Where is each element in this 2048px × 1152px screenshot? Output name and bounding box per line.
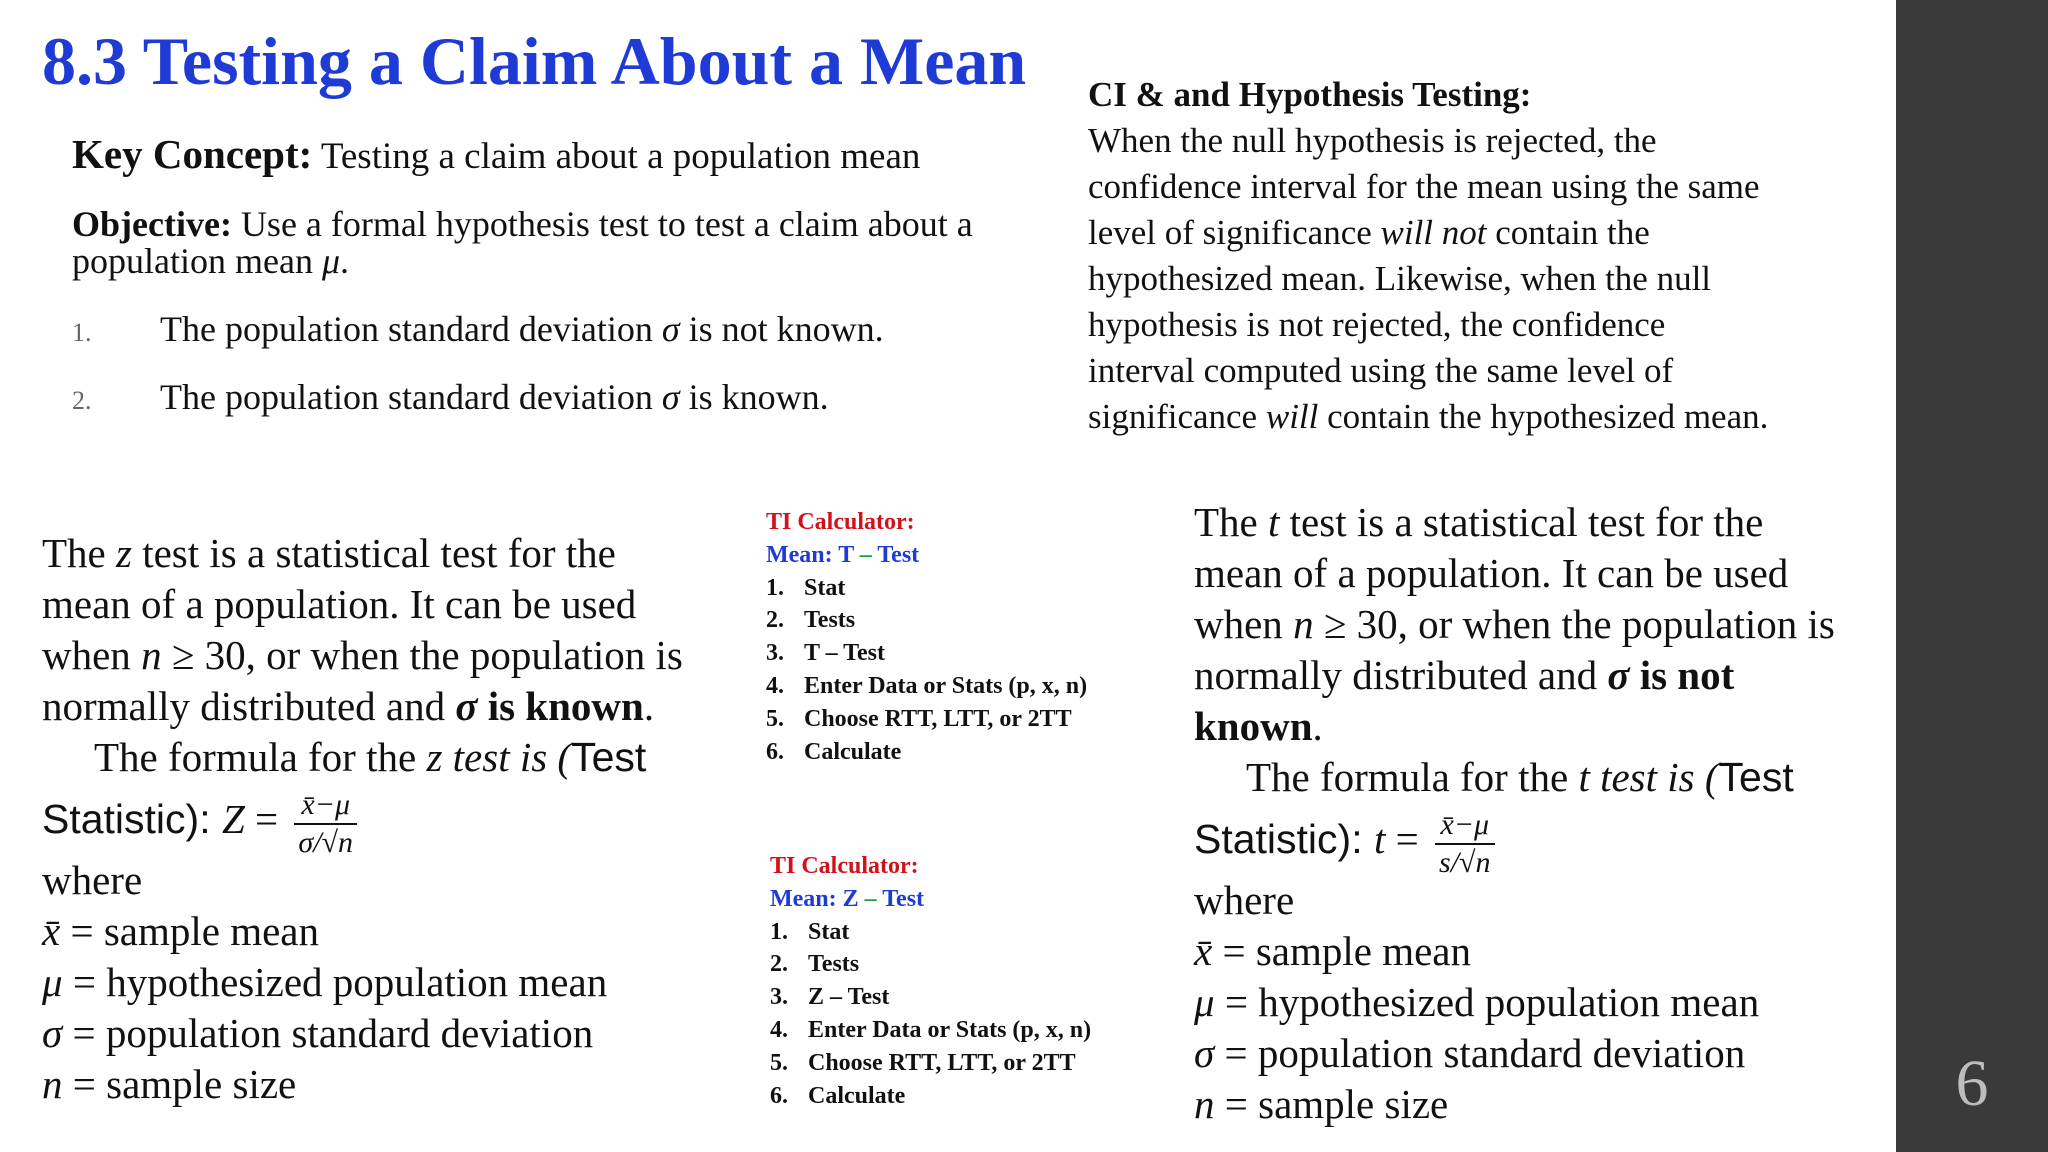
slide-title: 8.3 Testing a Claim About a Mean bbox=[42, 23, 1027, 99]
ci-heading: CI & and Hypothesis Testing: bbox=[1088, 75, 1532, 114]
t-test-section bbox=[1194, 497, 1894, 1130]
z-text: The formula for the bbox=[94, 734, 427, 780]
ti-mean-text: Test bbox=[882, 885, 925, 912]
ti-step-text: T – Test bbox=[804, 640, 885, 667]
ti-step-text: Calculate bbox=[808, 1082, 906, 1109]
z-bold-text: is known bbox=[477, 683, 644, 729]
ci-hypothesis-section bbox=[1088, 72, 1888, 440]
ti-step bbox=[770, 948, 924, 981]
ti-step bbox=[770, 1047, 1076, 1080]
ti-step-text: Z – Test bbox=[808, 984, 890, 1011]
objective-label: Objective: bbox=[72, 204, 232, 244]
list-text bbox=[160, 376, 829, 418]
t-formula-line bbox=[1194, 803, 1894, 879]
mu-symbol: μ bbox=[1194, 979, 1215, 1025]
z-emphasis: z test is ( bbox=[426, 734, 572, 780]
t-text: The formula for the bbox=[1246, 754, 1579, 800]
ci-line bbox=[1088, 210, 1888, 256]
ci-text: level of significance bbox=[1088, 213, 1381, 252]
t-line bbox=[1194, 650, 1894, 701]
list-number: 2. bbox=[72, 386, 92, 415]
ti-step-number: 4. bbox=[766, 672, 784, 699]
t-variable: t bbox=[1373, 816, 1386, 862]
z-text: test is a statistical test for the bbox=[131, 530, 616, 576]
sigma-symbol: σ bbox=[1607, 652, 1630, 698]
t-text: The bbox=[1194, 499, 1268, 545]
ti-step-number: 6. bbox=[770, 1082, 788, 1109]
equals-sign: = bbox=[1385, 816, 1430, 862]
z-text: ≥ 30, or when the population is bbox=[161, 632, 683, 678]
ti-step bbox=[770, 1014, 1092, 1047]
ti-step-text: Enter Data or Stats (p, x, n) bbox=[804, 672, 1088, 699]
ti-calculator-t-test bbox=[766, 506, 1088, 768]
ti-step-text: Enter Data or Stats (p, x, n) bbox=[808, 1016, 1092, 1043]
t-text: . bbox=[1312, 703, 1323, 749]
list-text-pre: The population standard deviation bbox=[160, 309, 662, 349]
ci-line bbox=[1088, 394, 1888, 440]
ti-calculator-z-test bbox=[770, 850, 1092, 1112]
ti-step-number: 6. bbox=[766, 738, 784, 765]
t-line bbox=[1194, 497, 1894, 548]
definition-text: = sample size bbox=[1214, 1081, 1449, 1127]
sigma-symbol: σ bbox=[661, 309, 680, 349]
ti-step-text: Stat bbox=[808, 918, 850, 945]
z-line bbox=[42, 681, 742, 732]
t-sans-text: Statistic): bbox=[1194, 816, 1374, 862]
slide-number: 6 bbox=[1955, 1047, 1989, 1120]
z-formula-fraction bbox=[294, 787, 357, 861]
xbar-symbol: x̄ bbox=[42, 908, 61, 954]
t-definition bbox=[1194, 977, 1894, 1028]
t-text: when bbox=[1194, 601, 1294, 647]
list-text-pre: The population standard deviation bbox=[160, 377, 662, 417]
ti-step-text: Calculate bbox=[804, 738, 902, 765]
ti-dash: – bbox=[858, 885, 883, 912]
equals-sign: = bbox=[244, 796, 289, 842]
fraction-denominator: s/√n bbox=[1439, 845, 1491, 879]
ti-step-number: 5. bbox=[766, 705, 784, 732]
definition-text: = sample mean bbox=[1212, 928, 1471, 974]
mu-symbol: μ bbox=[42, 959, 63, 1005]
z-text: normally distributed and bbox=[42, 683, 456, 729]
list-text-post: is not known. bbox=[679, 309, 884, 349]
ci-line: hypothesized mean. Likewise, when the null bbox=[1088, 259, 1712, 298]
ci-line: confidence interval for the mean using the same bbox=[1088, 167, 1760, 206]
sigma-symbol: σ bbox=[455, 683, 478, 729]
t-definition bbox=[1194, 1079, 1894, 1130]
ti-step-text: Choose RTT, LTT, or 2TT bbox=[804, 705, 1072, 732]
ti-step-number: 1. bbox=[766, 574, 784, 601]
objective bbox=[72, 206, 1072, 280]
fraction-numerator: x̄−μ bbox=[294, 787, 357, 825]
n-variable: n bbox=[42, 1061, 63, 1107]
t-definition bbox=[1194, 1028, 1894, 1079]
fraction-numerator: x̄−μ bbox=[1435, 807, 1494, 845]
ti-step-number: 2. bbox=[770, 951, 788, 978]
t-text: normally distributed and bbox=[1194, 652, 1608, 698]
z-text: . bbox=[643, 683, 655, 729]
z-line bbox=[42, 528, 742, 579]
ti-heading: TI Calculator: bbox=[766, 509, 915, 535]
t-bold-text: known bbox=[1194, 703, 1313, 749]
definition-text: = hypothesized population mean bbox=[62, 959, 608, 1005]
z-definition bbox=[42, 957, 742, 1008]
objective-text-1: Use a formal hypothesis test to test a claim about a bbox=[240, 204, 973, 244]
t-definition bbox=[1194, 926, 1894, 977]
mu-symbol: μ bbox=[321, 241, 341, 281]
t-variable: t bbox=[1268, 499, 1280, 545]
z-line bbox=[42, 732, 742, 783]
z-definition bbox=[42, 1008, 742, 1059]
n-variable: n bbox=[1293, 601, 1314, 647]
definition-text: = hypothesized population mean bbox=[1214, 979, 1760, 1025]
z-test-section bbox=[42, 528, 742, 1110]
sigma-symbol: σ bbox=[42, 1010, 63, 1056]
t-formula-fraction bbox=[1435, 807, 1494, 881]
ti-step-number: 2. bbox=[766, 607, 784, 634]
ti-step bbox=[770, 1080, 924, 1113]
ti-mean-line bbox=[770, 883, 924, 916]
t-text: test is a statistical test for the bbox=[1279, 499, 1764, 545]
sigma-symbol: σ bbox=[1194, 1030, 1215, 1076]
z-definition bbox=[42, 906, 742, 957]
ti-step bbox=[766, 604, 919, 637]
ti-step bbox=[766, 670, 1088, 703]
z-text: when bbox=[42, 632, 142, 678]
ti-step bbox=[766, 703, 1072, 736]
definition-text: = population standard deviation bbox=[62, 1010, 594, 1056]
z-formula-line bbox=[42, 783, 742, 859]
ci-emphasis: will not bbox=[1380, 213, 1487, 252]
ti-step-number: 4. bbox=[770, 1016, 788, 1043]
definition-text: = population standard deviation bbox=[1214, 1030, 1746, 1076]
ti-step-text: Choose RTT, LTT, or 2TT bbox=[808, 1049, 1076, 1076]
ti-step-number: 3. bbox=[770, 984, 788, 1011]
n-variable: n bbox=[141, 632, 162, 678]
ti-dash: – bbox=[853, 541, 878, 568]
ti-mean-line bbox=[766, 539, 919, 572]
objective-end: . bbox=[340, 241, 350, 281]
ci-emphasis: will bbox=[1265, 397, 1319, 436]
ti-step bbox=[766, 637, 919, 670]
t-sans-text: Test bbox=[1718, 754, 1794, 800]
ti-mean-text: Mean: T bbox=[766, 541, 854, 568]
z-sans-text: Statistic): bbox=[42, 796, 222, 842]
xbar-symbol: x̄ bbox=[1194, 928, 1213, 974]
t-bold-text: is not bbox=[1629, 652, 1735, 698]
z-text: The bbox=[42, 530, 116, 576]
t-line bbox=[1194, 752, 1894, 803]
ti-mean-text: Test bbox=[877, 541, 920, 568]
t-text: ≥ 30, or when the population is bbox=[1313, 601, 1835, 647]
list-text bbox=[160, 308, 884, 350]
ti-step-number: 1. bbox=[770, 918, 788, 945]
fraction-denominator: σ/√n bbox=[298, 825, 354, 859]
objective-text-2: population mean bbox=[72, 241, 313, 281]
ti-step bbox=[766, 736, 919, 769]
ci-text: significance bbox=[1088, 397, 1266, 436]
definition-text: = sample size bbox=[62, 1061, 297, 1107]
ti-step-text: Stat bbox=[804, 574, 846, 601]
z-where: where bbox=[42, 857, 143, 903]
ci-line: When the null hypothesis is rejected, the bbox=[1088, 121, 1657, 160]
ti-mean-text: Mean: Z bbox=[770, 885, 859, 912]
z-line: mean of a population. It can be used bbox=[42, 581, 637, 627]
ci-line: interval computed using the same level of bbox=[1088, 351, 1674, 390]
n-variable: n bbox=[1194, 1081, 1215, 1127]
slide-sidebar bbox=[1896, 0, 2048, 1152]
definition-text: = sample mean bbox=[60, 908, 319, 954]
list-number: 1. bbox=[72, 318, 92, 347]
key-concept bbox=[72, 130, 920, 178]
ci-line: hypothesis is not rejected, the confidence bbox=[1088, 305, 1666, 344]
ti-step bbox=[766, 572, 919, 605]
list-text-post: is known. bbox=[679, 377, 829, 417]
key-concept-text: Testing a claim about a population mean bbox=[320, 136, 921, 177]
z-variable: Z bbox=[221, 796, 245, 842]
sigma-symbol: σ bbox=[661, 377, 680, 417]
ti-step-number: 3. bbox=[766, 640, 784, 667]
t-line: mean of a population. It can be used bbox=[1194, 550, 1789, 596]
ti-heading: TI Calculator: bbox=[770, 853, 919, 879]
t-where: where bbox=[1194, 877, 1295, 923]
ci-text: contain the hypothesized mean. bbox=[1318, 397, 1769, 436]
ti-step-text: Tests bbox=[808, 951, 860, 978]
ti-step bbox=[770, 981, 924, 1014]
t-line bbox=[1194, 701, 1894, 752]
t-emphasis: t test is ( bbox=[1578, 754, 1719, 800]
z-definition bbox=[42, 1059, 742, 1110]
z-sans-text: Test bbox=[571, 734, 647, 780]
ti-step bbox=[770, 916, 924, 949]
ti-step-text: Tests bbox=[804, 607, 856, 634]
z-variable: z bbox=[116, 530, 132, 576]
ci-text: contain the bbox=[1486, 213, 1650, 252]
ti-step-number: 5. bbox=[770, 1049, 788, 1076]
z-line bbox=[42, 630, 742, 681]
t-line bbox=[1194, 599, 1894, 650]
key-concept-label: Key Concept: bbox=[72, 131, 313, 177]
